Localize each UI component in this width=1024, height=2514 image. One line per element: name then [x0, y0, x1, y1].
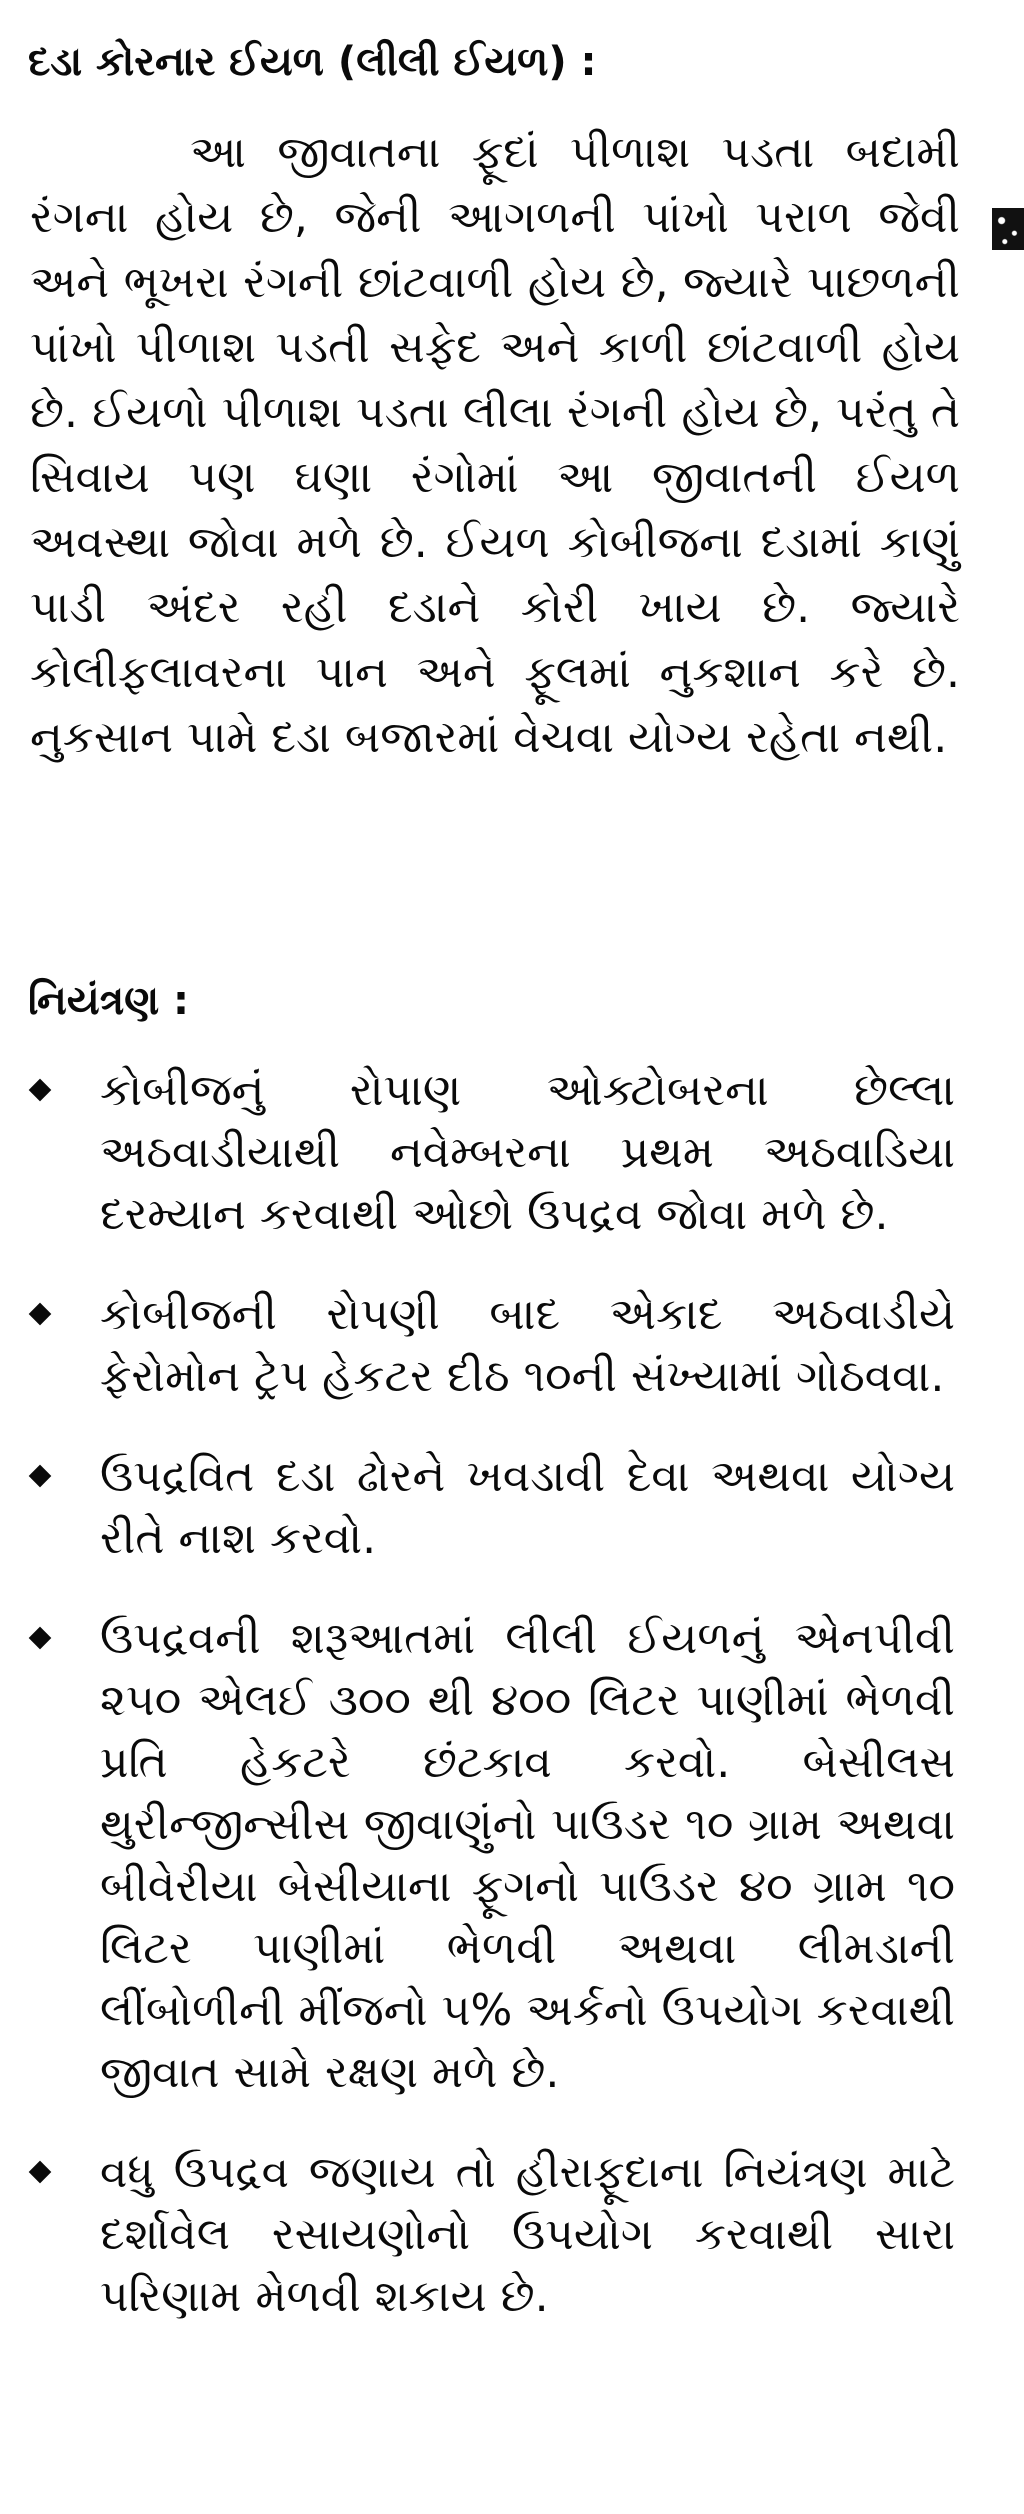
- list-item-text: ઉપદ્રવિત દડા ઢોરને ખવડાવી દેવા અથવા યોગ્ય રીતે નાશ કરવો.: [100, 1451, 955, 1564]
- diamond-bullet-icon: [29, 1627, 52, 1650]
- diamond-bullet-icon: [29, 1303, 52, 1326]
- pest-heading: દડા કોરનાર ઈયળ (લીલી ઈયળ) :: [28, 39, 597, 85]
- list-item-text: કોબીજનું રોપાણ ઓક્ટોબરના છેલ્લા અઠવાડીયાથી નવેમ્બરના પ્રથમ અઠવાડિયા દરમ્યાન કરવાથી ઓછો ઉપદ્રવ જોવા મળે છે.: [100, 1065, 955, 1240]
- control-heading: નિયંત્રણ :: [28, 978, 190, 1024]
- pest-description-paragraph: આ જીવાતના ફૂદાં પીળાશ પડતા બદામી રંગના હોય છે, જેની આગળની પાંખો પરાળ જેવી અને ભૂખરા રંગની છાંટવાળી હોય છે, જ્યારે પાછળની પાંખો પીળાશ પડતી સફેદ અને કાળી છાંટવાળી હોય છે. ઈયળો પીળાશ પડતા લીલા રંગની હોય છે, પરંતુ તે સિવાય પણ ઘણા રંગોમાં આ જીવાતની ઈયળ અવસ્થા જોવા મળે છે. ઈયળ કોબીજના દડામાં કાણું પાડી અંદર રહી દડાને કોરી ખાય છે. જ્યારે કોલીફલાવરના પાન અને ફૂલમાં નુકશાન કરે છે. નુકસાન પામે દડા બજારમાં વેચવા યોગ્ય રહેતા નથી.: [30, 127, 960, 763]
- list-item-text: કોબીજની રોપણી બાદ એકાદ અઠવાડીયે ફેરોમોન ટ્રેપ હેકટર દીઠ ૧૦ની સંખ્યામાં ગોઠવવા.: [100, 1289, 955, 1402]
- list-item-text: ઉપદ્રવની શરૂઆતમાં લીલી ઈયળનું એનપીવી ૨૫૦ એલઈ ૩૦૦ થી ૪૦૦ લિટર પાણીમાં ભેળવી પ્રતિ હેકટરે છંટકાવ કરવો. બેસીલસ થુરીન્‍જીન્સીસ જીવાણુંનો પાઉડર ૧૦ ગ્રામ અથવા બીવેરીયા બેસીયાના ફૂગનો પાઉડર ૪૦ ગ્રામ ૧૦ લિટર પાણીમાં ભેળવી અથવા લીમડાની લીંબોળીની મીંજનો ૫% અર્કનો ઉપયોગ કરવાથી જીવાત સામે રક્ષણ મળે છે.: [100, 1613, 955, 2098]
- diamond-bullet-icon: [29, 1465, 52, 1488]
- scan-edge-mark: [992, 208, 1024, 250]
- list-item: [0, 1284, 1024, 1408]
- list-item: [0, 1608, 1024, 2104]
- list-item: [0, 2142, 1024, 2328]
- list-item: [0, 1446, 1024, 1570]
- diamond-bullet-icon: [29, 1079, 52, 1102]
- control-measures-list: [0, 1060, 1024, 2366]
- list-item-text: વધુ ઉપદ્રવ જણાય તો હીરાફૂદાના નિયંત્રણ માટે દર્શાવેલ રસાયણોનો ઉપયોગ કરવાથી સારા પરિણામ મેળવી શકાય છે.: [100, 2147, 955, 2322]
- diamond-bullet-icon: [29, 2161, 52, 2184]
- list-item: [0, 1060, 1024, 1246]
